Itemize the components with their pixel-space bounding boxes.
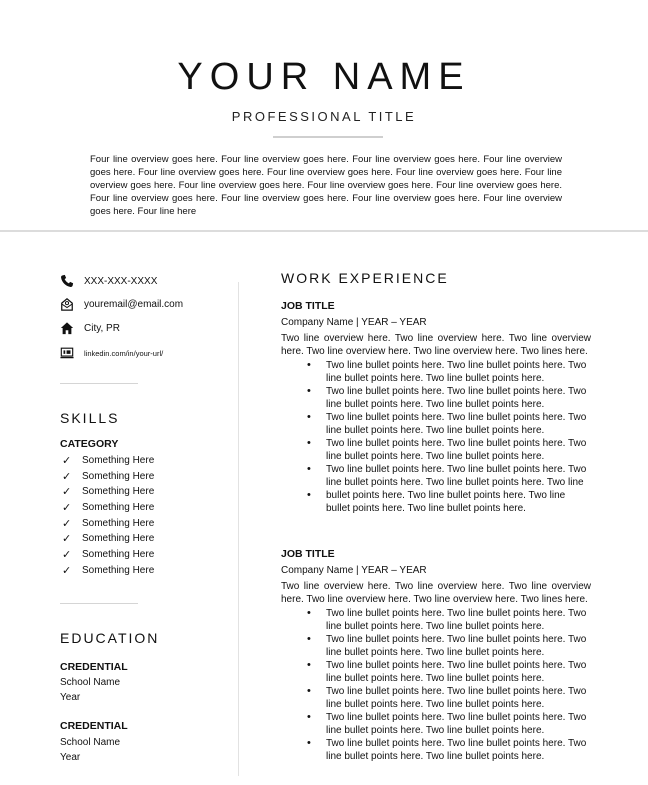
home-icon (60, 321, 74, 335)
skill-item (62, 548, 154, 561)
bullet-item: • Two line bullet points here. Two line bullet points here. Two line bullet points here. Two line bullet points here. (304, 411, 591, 437)
phone-icon (60, 274, 74, 288)
bullet-item: • Two line bullet points here. Two line bullet points here. Two line bullet points here. Two line bullet points here. (304, 711, 591, 737)
overview-text: Four line overview goes here. Four line overview goes here. Four line overview goes here. Four line overview goes here. Four line overview goes here. Four line overview goes here. Four line overview goes here. Four line overview goes here. Four line overview goes here. Four line overview goes here. Four line overview goes here. Four line overview goes here. Four line overview goes here. Four line overview goes here. Four line overview goes here. Four line here (90, 154, 562, 217)
bullet-item: • bullet points here. Two line bullet points here. Two line bullet points here. Two line bullet points here. (304, 489, 591, 515)
professional-title: PROFESSIONAL TITLE (231, 109, 417, 124)
bullet-item: • Two line bullet points here. Two line bullet points here. Two line bullet points here. Two line bullet points here. (304, 437, 591, 463)
skill-item (62, 501, 154, 514)
candidate-name: YOUR NAME (177, 56, 471, 98)
linkedin-url: linkedin.com/in/your-url/ (84, 348, 164, 358)
linkedin-icon (60, 346, 74, 360)
contact-linkedin (60, 345, 163, 361)
bullet-item: • Two line bullet points here. Two line bullet points here. Two line bullet points here. Two line bullet points here. (304, 385, 591, 411)
check-icon: ✓ (62, 486, 72, 498)
job-bullets (304, 359, 591, 515)
skills-heading: SKILLS (60, 410, 120, 426)
location: City, PR (84, 322, 120, 334)
phone-number: XXX-XXX-XXXX (84, 275, 158, 287)
school-name: School Name (60, 677, 121, 688)
skill-label: Something Here (82, 549, 155, 560)
skill-label: Something Here (82, 518, 155, 529)
check-icon: ✓ (62, 565, 72, 577)
skill-item (62, 454, 154, 467)
skill-item (62, 485, 154, 498)
bullet-item: • Two line bullet points here. Two line bullet points here. Two line bullet points here. Two line bullet points here. (304, 737, 591, 763)
check-icon: ✓ (62, 471, 72, 483)
company-line: Company Name | YEAR – YEAR (281, 317, 427, 328)
skill-label: Something Here (82, 533, 155, 544)
skills-category: CATEGORY (60, 438, 119, 450)
education-year: Year (60, 692, 81, 703)
check-icon: ✓ (62, 533, 72, 545)
contact-email (60, 296, 183, 312)
education-year: Year (60, 752, 81, 763)
skills-divider (60, 603, 138, 604)
check-icon: ✓ (62, 549, 72, 561)
job-overview: Two line overview here. Two line overview here. Two line overview here. Two line overview here. Two line overview here. Two lines here. (281, 333, 591, 357)
check-icon: ✓ (62, 502, 72, 514)
bullet-item: • Two line bullet points here. Two line bullet points here. Two line bullet points here. Two line bullet points here. (304, 685, 591, 711)
job-overview: Two line overview here. Two line overview here. Two line overview here. Two line overview here. Two line overview here. Two lines here. (281, 581, 591, 605)
education-heading: EDUCATION (60, 630, 160, 646)
email-icon (60, 297, 74, 311)
company-line: Company Name | YEAR – YEAR (281, 565, 427, 576)
skill-label: Something Here (82, 486, 155, 497)
job-title: JOB TITLE (281, 300, 335, 312)
check-icon: ✓ (62, 455, 72, 467)
bullet-item: • Two line bullet points here. Two line bullet points here. Two line bullet points here. Two line bullet points here. (304, 633, 591, 659)
bullet-item: • Two line bullet points here. Two line bullet points here. Two line bullet points here. Two line bullet points here. (304, 659, 591, 685)
bullet-item: • Two line bullet points here. Two line bullet points here. Two line bullet points here. Two line bullet points here. Two line (304, 463, 591, 489)
skill-item (62, 564, 154, 577)
work-experience-heading: WORK EXPERIENCE (281, 270, 449, 286)
skill-item (62, 532, 154, 545)
skill-label: Something Here (82, 565, 155, 576)
credential: CREDENTIAL (60, 720, 128, 732)
contact-divider (60, 383, 138, 384)
bullet-item: • Two line bullet points here. Two line bullet points here. Two line bullet points here. Two line bullet points here. (304, 607, 591, 633)
skill-item (62, 470, 154, 483)
school-name: School Name (60, 737, 121, 748)
skill-item (62, 517, 154, 530)
header-divider (0, 230, 648, 232)
email-address: youremail@email.com (84, 298, 184, 310)
bullet-item: • Two line bullet points here. Two line bullet points here. Two line bullet points here. Two line bullet points here. (304, 359, 591, 385)
skill-label: Something Here (82, 471, 155, 482)
skill-label: Something Here (82, 502, 155, 513)
credential: CREDENTIAL (60, 661, 128, 673)
check-icon: ✓ (62, 518, 72, 530)
skill-label: Something Here (82, 455, 155, 466)
contact-location (60, 320, 120, 336)
contact-phone (60, 273, 157, 289)
job-bullets (304, 607, 591, 763)
job-title: JOB TITLE (281, 548, 335, 560)
title-divider (273, 136, 383, 138)
column-divider (238, 282, 239, 776)
